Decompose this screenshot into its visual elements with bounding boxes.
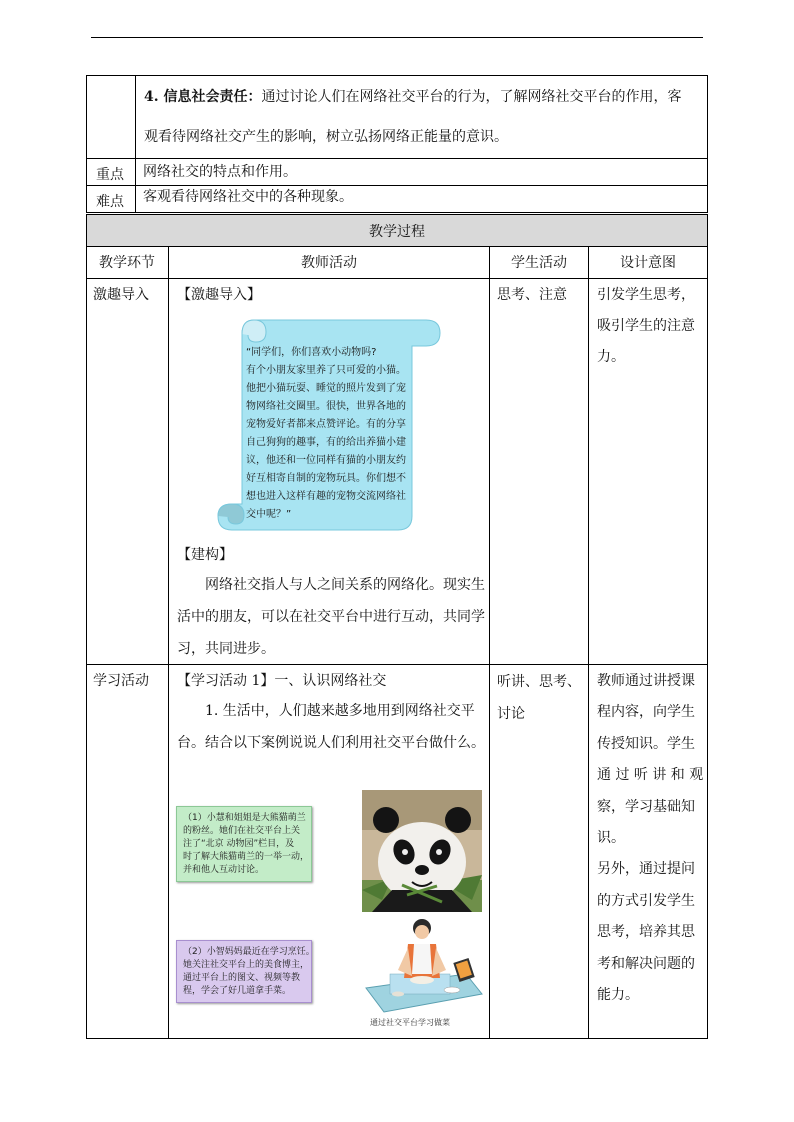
row2-intent-line: 识。	[597, 830, 625, 847]
question-text	[177, 695, 485, 759]
row2-student-line: 讨论	[497, 706, 525, 722]
col-divider-1	[168, 246, 169, 1039]
row1-heading: 【激趣导入】	[177, 287, 261, 303]
scroll-line: 物网络社交圈里。很快，世界各地的	[246, 401, 406, 412]
row2-intent-line: 程内容，向学生	[597, 704, 695, 721]
objective-4-line1	[144, 88, 682, 106]
question-line: 1. 生活中，人们越来越多地用到网络社交平	[205, 703, 475, 719]
objective-4-line2: 观看待网络社交产生的影响，树立弘扬网络正能量的意识。	[144, 129, 508, 145]
header-divider	[86, 278, 708, 279]
case1-line: 并和他人互动讨论。	[183, 865, 265, 875]
header-stage: 教学环节	[99, 255, 155, 271]
process-title: 教学过程	[369, 224, 425, 240]
case2-line: （2）小智妈妈最近在学习烹饪。	[183, 947, 315, 957]
cooking-illustration	[362, 914, 484, 1018]
case1-line: 注了“北京 动物园”栏目，及	[183, 839, 295, 849]
title-divider	[86, 246, 708, 247]
question-line: 台。结合以下案例说说人们利用社交平台做什么。	[177, 735, 485, 751]
build-text	[177, 569, 485, 665]
panda-photo	[362, 790, 482, 912]
scroll-line: 议，他还和一位同样有猫的小朋友约	[246, 455, 406, 466]
row2-intent-line: 能力。	[597, 987, 639, 1004]
row2-intent-line: 教师通过讲授课	[597, 673, 695, 689]
scroll-line: 交中呢？”	[246, 509, 292, 520]
row1-intent	[597, 280, 703, 373]
header-intent: 设计意图	[620, 255, 676, 271]
row2-intent-line: 通 过 听 讲 和 观	[597, 767, 704, 784]
case2-line: 通过平台上的图文、视频等教	[183, 973, 301, 983]
case2-line: 她关注社交平台上的美食博主，	[183, 960, 310, 970]
focus-text: 网络社交的特点和作用。	[143, 164, 297, 180]
scroll-text	[246, 344, 420, 524]
scroll-line: 他把小猫玩耍、睡觉的照片发到了宠	[246, 383, 406, 394]
row1-intent-line: 力。	[597, 349, 625, 365]
scroll-line: 想也进入这样有趣的宠物交流网络社	[246, 491, 406, 502]
case1-line: 时了解大熊猫萌兰的一举一动，	[183, 852, 310, 862]
row2-stage: 学习活动	[93, 673, 149, 689]
difficulty-label: 难点	[96, 194, 124, 210]
case2-callout	[176, 940, 315, 1003]
cooking-caption: 通过社交平台学习做菜	[370, 1018, 450, 1027]
row1-intent-line: 引发学生思考，	[597, 287, 695, 303]
build-line: 网络社交指人与人之间关系的网络化。现实生	[205, 577, 485, 593]
header-teacher: 教师活动	[301, 255, 357, 271]
scroll-line: 宠物爱好者都来点赞评论。有的分享	[246, 419, 406, 430]
row2-intent-line: 察，学习基础知	[597, 798, 695, 815]
case1-line: 的粉丝。她们在社交平台上关	[183, 826, 301, 836]
header-student: 学生活动	[511, 255, 567, 271]
row1-stage: 激趣导入	[93, 287, 149, 303]
row2-student-line: 听讲、思考、	[497, 674, 581, 690]
row1-student: 思考、注意	[497, 287, 567, 303]
header-rule	[91, 37, 703, 38]
focus-row-divider	[86, 185, 708, 186]
difficulty-text: 客观看待网络社交中的各种现象。	[143, 189, 353, 205]
row2-heading: 【学习活动 1】一、认识网络社交	[177, 673, 387, 689]
scroll-line: 自己狗狗的趣事，有的给出养猫小建	[246, 437, 406, 448]
case2-line: 程，学会了好几道拿手菜。	[183, 986, 292, 996]
case1-line: （1）小慧和姐姐是大熊猫萌兰	[183, 813, 306, 823]
build-heading: 【建构】	[177, 547, 233, 563]
objectives-col-divider	[135, 75, 136, 213]
row1-intent-line: 吸引学生的注意	[597, 318, 695, 334]
objective-4-title: 信息社会责任：	[163, 89, 262, 105]
row2-intent-line: 考和解决问题的	[597, 955, 695, 972]
col-divider-2	[489, 246, 490, 1039]
build-line: 活中的朋友，可以在社交平台中进行互动，共同学	[177, 609, 485, 625]
scroll-line: 好互相寄自制的宠物玩具。你们想不	[246, 473, 406, 484]
objective-4-number: 4.	[144, 89, 164, 105]
row2-student	[497, 666, 585, 730]
scroll-line: 有个小朋友家里养了只可爱的小猫。	[246, 365, 406, 376]
row2-intent-line: 传授知识。学生	[597, 735, 695, 752]
row2-intent	[597, 666, 703, 1011]
focus-label: 重点	[96, 167, 124, 183]
objectives-row-divider	[86, 158, 708, 159]
col-divider-3	[588, 246, 589, 1039]
row2-intent-line: 另外，通过提问	[597, 861, 695, 878]
row2-intent-line: 的方式引发学生	[597, 892, 695, 909]
scroll-line: “同学们，你们喜欢小动物吗?	[246, 347, 377, 358]
objective-4-text1: 通过讨论人们在网络社交平台的行为，了解网络社交平台的作用，客	[261, 89, 682, 105]
build-line: 习，共同进步。	[177, 641, 275, 657]
row2-intent-line: 思考，培养其思	[597, 924, 695, 941]
case1-callout	[176, 806, 312, 882]
